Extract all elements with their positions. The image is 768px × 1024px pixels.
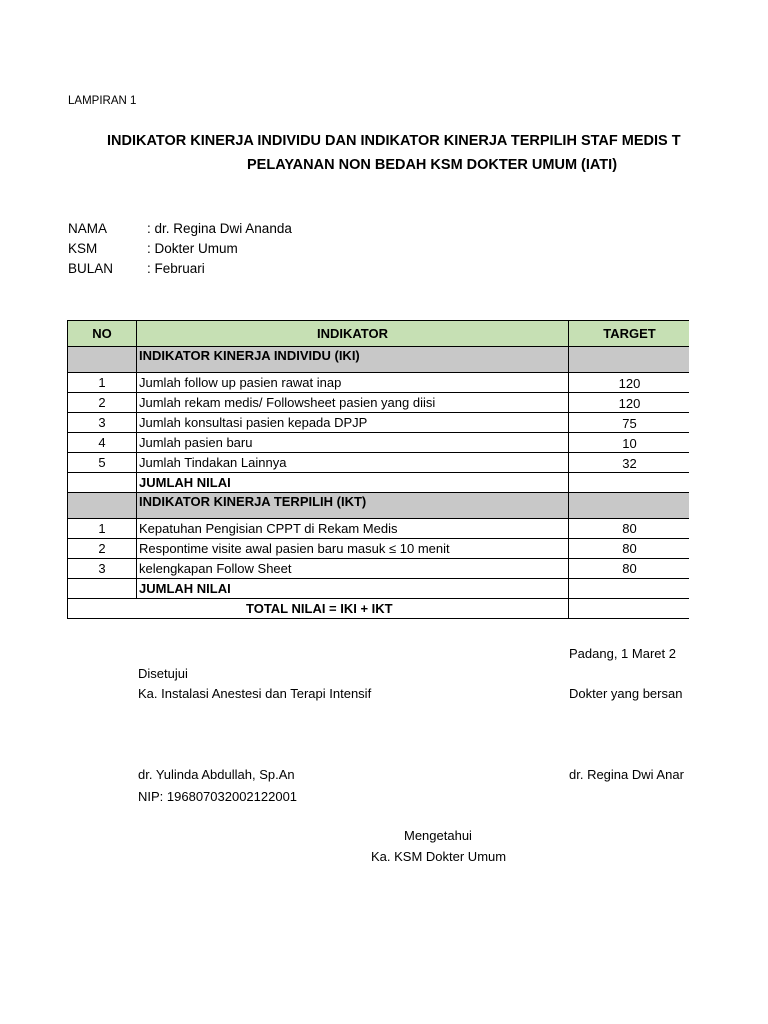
info-value-bulan: : Februari [147, 261, 205, 276]
ksm-head-role: Ka. KSM Dokter Umum [371, 849, 507, 864]
header-target: TARGET [569, 321, 690, 347]
table-row [68, 539, 690, 559]
title-line-1: INDIKATOR KINERJA INDIVIDU DAN INDIKATOR KINERJA TERPILIH STAF MEDIS T [107, 133, 681, 149]
section-row-iki [68, 347, 690, 373]
row-target: 75 [569, 413, 690, 433]
row-target: 120 [569, 393, 690, 413]
left-signer-role: Ka. Instalasi Anestesi dan Terapi Intensif [138, 686, 372, 701]
table-header-row [68, 321, 690, 347]
table-row [68, 559, 690, 579]
jumlah-nilai-row-iki [68, 473, 690, 493]
info-value-ksm: : Dokter Umum [147, 241, 238, 256]
row-indikator: Jumlah konsultasi pasien kepada DPJP [137, 413, 569, 433]
info-label-nama: NAMA [68, 221, 108, 236]
right-signer-name: dr. Regina Dwi Anar [569, 767, 684, 782]
row-no: 1 [68, 519, 137, 539]
table-row [68, 519, 690, 539]
info-value-nama: : dr. Regina Dwi Ananda [147, 221, 292, 236]
header-no: NO [68, 321, 137, 347]
row-target: 32 [569, 453, 690, 473]
row-target: 10 [569, 433, 690, 453]
lampiran-label: LAMPIRAN 1 [68, 95, 137, 107]
place-date: Padang, 1 Maret 2 [569, 646, 676, 661]
section-title-ikt: INDIKATOR KINERJA TERPILIH (IKT) [137, 493, 569, 519]
table-row [68, 413, 690, 433]
title-line-2: PELAYANAN NON BEDAH KSM DOKTER UMUM (IATI) [247, 157, 618, 173]
section-row-ikt [68, 493, 690, 519]
jumlah-nilai-row-ikt [68, 579, 690, 599]
row-indikator: Kepatuhan Pengisian CPPT di Rekam Medis [137, 519, 569, 539]
total-row [68, 599, 690, 619]
header-indikator: INDIKATOR [137, 321, 569, 347]
row-no: 3 [68, 559, 137, 579]
acknowledged-label: Mengetahui [404, 828, 472, 843]
row-no: 1 [68, 373, 137, 393]
row-target: 80 [569, 539, 690, 559]
row-indikator: Jumlah follow up pasien rawat inap [137, 373, 569, 393]
table-row [68, 433, 690, 453]
info-label-ksm: KSM [68, 241, 98, 256]
row-no: 4 [68, 433, 137, 453]
row-indikator: Jumlah pasien baru [137, 433, 569, 453]
table-row [68, 373, 690, 393]
row-no: 2 [68, 393, 137, 413]
info-label-bulan: BULAN [68, 261, 114, 276]
left-signer-nip: NIP: 196807032002122001 [138, 789, 298, 804]
row-no: 2 [68, 539, 137, 559]
row-target: 120 [569, 373, 690, 393]
table-row [68, 393, 690, 413]
row-indikator: kelengkapan Follow Sheet [137, 559, 569, 579]
jumlah-nilai-label: JUMLAH NILAI [137, 473, 569, 493]
right-signer-role: Dokter yang bersan [569, 686, 683, 701]
row-target: 80 [569, 519, 690, 539]
total-label: TOTAL NILAI = IKI + IKT [68, 599, 569, 619]
row-indikator: Jumlah Tindakan Lainnya [137, 453, 569, 473]
row-target: 80 [569, 559, 690, 579]
row-indikator: Respontime visite awal pasien baru masuk ≤ 10 menit [137, 539, 569, 559]
table-row [68, 453, 690, 473]
row-no: 5 [68, 453, 137, 473]
jumlah-nilai-label: JUMLAH NILAI [137, 579, 569, 599]
row-no: 3 [68, 413, 137, 433]
row-indikator: Jumlah rekam medis/ Followsheet pasien yang diisi [137, 393, 569, 413]
left-signer-name: dr. Yulinda Abdullah, Sp.An [138, 767, 295, 782]
approved-label: Disetujui [138, 666, 188, 681]
indicator-table [67, 320, 689, 619]
section-title-iki: INDIKATOR KINERJA INDIVIDU (IKI) [137, 347, 569, 373]
